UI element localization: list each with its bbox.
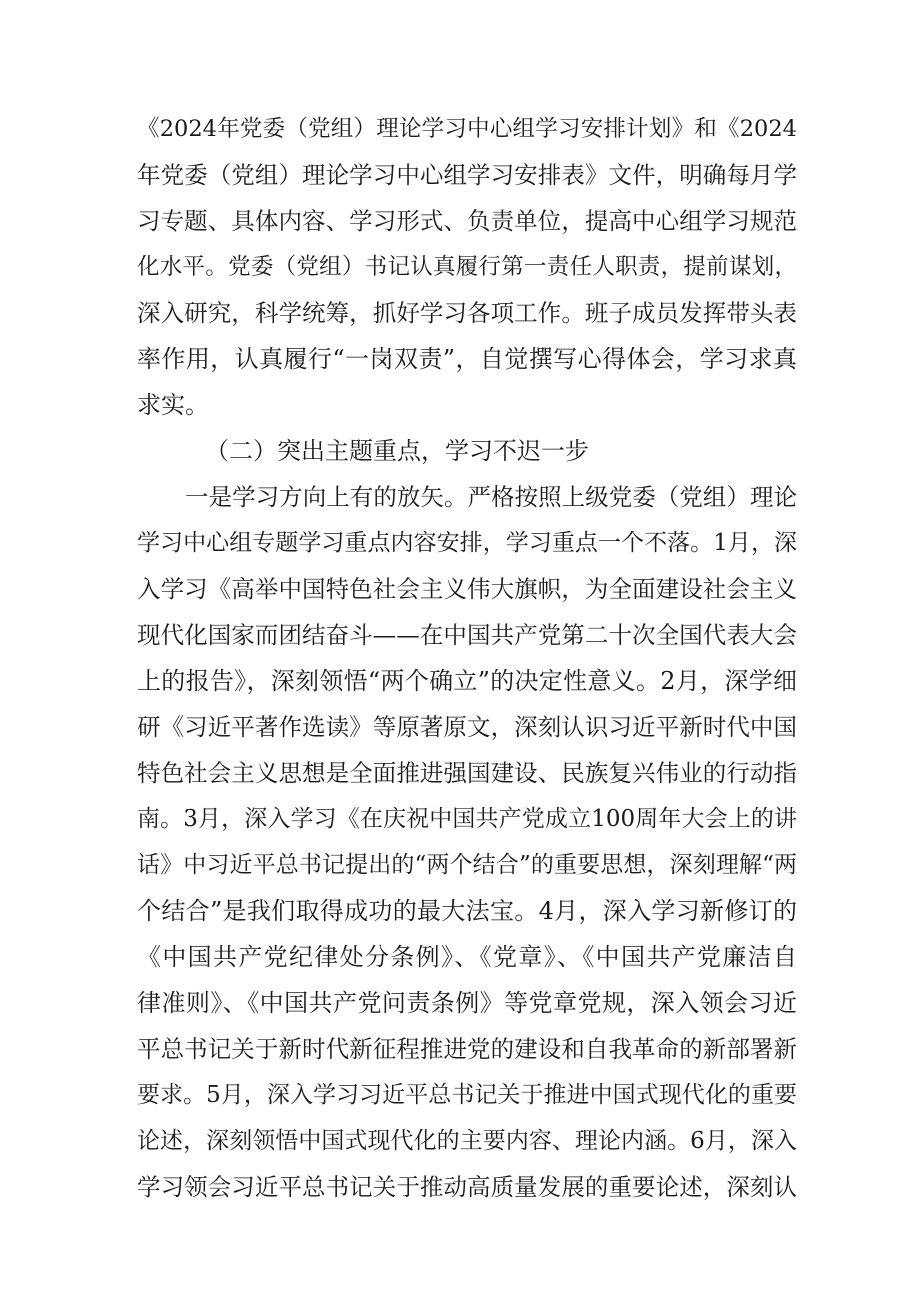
paragraph-line: 上的报告》，深刻领悟“两个确立”的决定性意义。2月，深学细 <box>137 667 797 695</box>
paragraph-line: 学习领会习近平总书记关于推动高质量发展的重要论述，深刻认 <box>137 1173 797 1201</box>
paragraph-line: 深入研究，科学统筹，抓好学习各项工作。班子成员发挥带头表 <box>137 299 797 327</box>
paragraph-line: 研《习近平著作选读》等原著原文，深刻认识习近平新时代中国 <box>137 713 797 741</box>
paragraph-line: 习专题、具体内容、学习形式、负责单位，提高中心组学习规范 <box>137 207 797 235</box>
paragraph-line: 学习中心组专题学习重点内容安排，学习重点一个不落。1月，深 <box>137 530 797 556</box>
paragraph-line: 《2024年党委（党组）理论学习中心组学习安排计划》和《2024 <box>137 116 797 142</box>
paragraph-line: 个结合”是我们取得成功的最大法宝。4月，深入学习新修订的 <box>137 897 797 925</box>
paragraph-line: 要求。5月，深入学习习近平总书记关于推进中国式现代化的重要 <box>137 1082 797 1108</box>
paragraph-line: 律准则》、《中国共产党问责条例》等党章党规，深入领会习近 <box>137 989 797 1017</box>
paragraph-line: 一是学习方向上有的放矢。严格按照上级党委（党组）理论 <box>185 483 797 511</box>
paragraph-line: 论述，深刻领悟中国式现代化的主要内容、理论内涵。6月，深入 <box>137 1128 797 1154</box>
paragraph-line: 南。3月，深入学习《在庆祝中国共产党成立100周年大会上的讲 <box>137 806 797 832</box>
paragraph-line: 现代化国家而团结奋斗——在中国共产党第二十次全国代表大会 <box>137 621 797 649</box>
paragraph-line: 话》中习近平总书记提出的“两个结合”的重要思想，深刻理解“两 <box>137 852 797 878</box>
paragraph-line: 率作用，认真履行“一岗双责”，自觉撰写心得体会，学习求真 <box>137 345 797 373</box>
document-body <box>137 106 797 1210</box>
paragraph-line: 特色社会主义思想是全面推进强国建设、民族复兴伟业的行动指 <box>137 759 797 787</box>
paragraph-line: 平总书记关于新时代新征程推进党的建设和自我革命的新部署新 <box>137 1035 797 1063</box>
paragraph-line: 化水平。党委（党组）书记认真履行第一责任人职责，提前谋划， <box>137 254 797 280</box>
section-heading: （二）突出主题重点，学习不迟一步 <box>205 437 589 465</box>
paragraph-line: 年党委（党组）理论学习中心组学习安排表》文件，明确每月学 <box>137 161 797 189</box>
paragraph-line: 求实。 <box>137 391 209 419</box>
paragraph-line: 《中国共产党纪律处分条例》、《党章》、《中国共产党廉洁自 <box>137 943 797 971</box>
paragraph-line: 入学习《高举中国特色社会主义伟大旗帜，为全面建设社会主义 <box>137 575 797 603</box>
